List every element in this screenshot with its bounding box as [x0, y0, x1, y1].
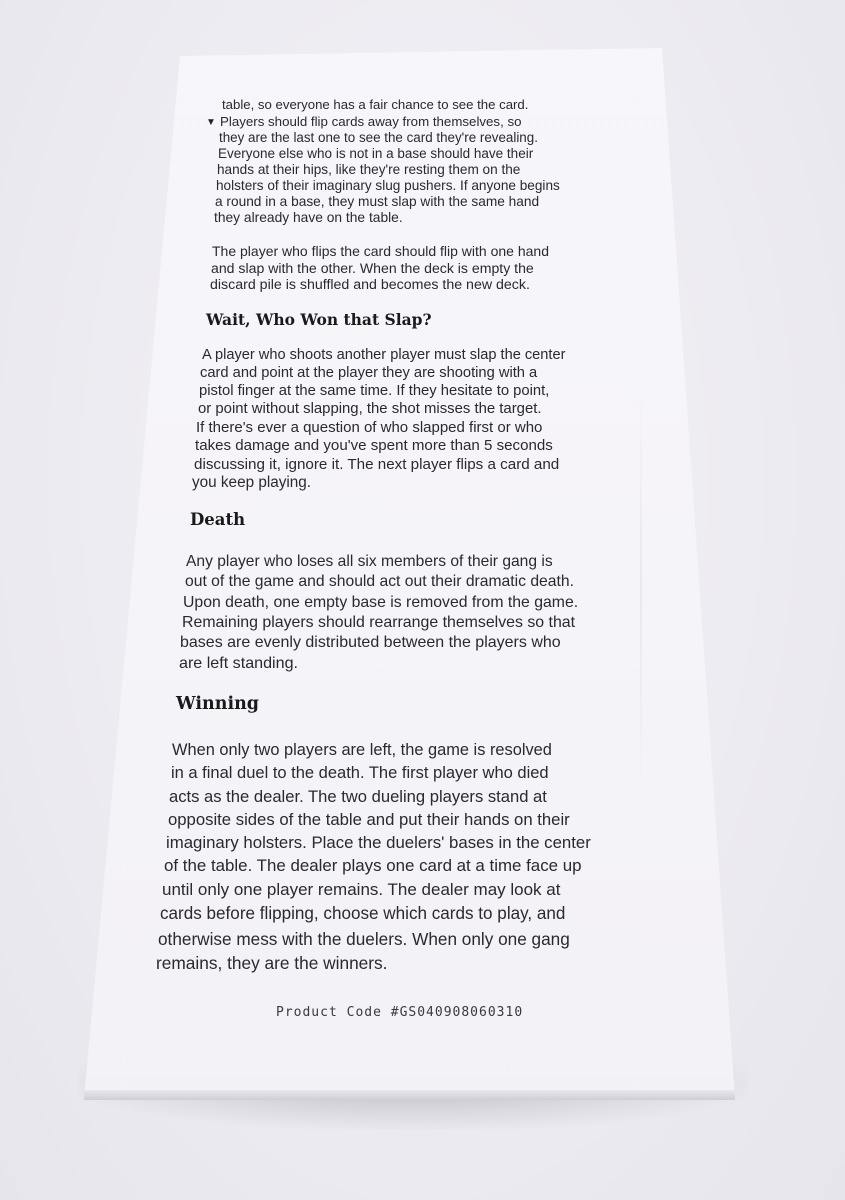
- product-code: Product Code #GS040908060310: [276, 1005, 524, 1020]
- text-line: remains, they are the winners.: [156, 953, 388, 973]
- text-line: Remaining players should rearrange themselves so that: [182, 614, 576, 631]
- text-line: until only one player remains. The dealer may look at: [162, 880, 561, 899]
- text-line: you keep playing.: [192, 474, 312, 491]
- text-line: they already have on the table.: [214, 210, 403, 225]
- heading-wait-who-won: Wait, Who Won that Slap?: [206, 310, 432, 329]
- text-line: they are the last one to see the card they're revealing.: [219, 130, 538, 145]
- text-line: imaginary holsters. Place the duelers' bases in the center: [166, 833, 591, 852]
- text-line: card and point at the player they are shooting with a: [200, 365, 538, 381]
- text-line: a round in a base, they must slap with the same hand: [215, 194, 540, 209]
- heading-death: Death: [190, 510, 246, 529]
- text-line: Players should flip cards away from themselves, so: [220, 114, 522, 129]
- text-line: The player who flips the card should flip with one hand: [212, 243, 549, 259]
- text-line: opposite sides of the table and put their hands on their: [168, 810, 570, 829]
- text-line: takes damage and you've spent more than 5 seconds: [195, 437, 553, 454]
- text-line: acts as the dealer. The two dueling players stand at: [169, 787, 547, 806]
- text-line: table, so everyone has a fair chance to see the card.: [222, 97, 529, 112]
- text-line: Any player who loses all six members of their gang is: [186, 553, 553, 570]
- text-line: of the table. The dealer plays one card at a time face up: [164, 856, 582, 875]
- text-line: bases are evenly distributed between the players who: [180, 634, 561, 651]
- text-line: hands at their hips, like they're resting them on the: [217, 162, 521, 177]
- text-line: pistol finger at the same time. If they hesitate to point,: [199, 383, 550, 399]
- text-line: and slap with the other. When the deck is empty the: [211, 260, 534, 276]
- text-line: cards before flipping, choose which cards to play, and: [160, 904, 566, 923]
- text-line: If there's ever a question of who slapped first or who: [196, 419, 543, 436]
- text-line: A player who shoots another player must slap the center: [202, 347, 566, 363]
- text-line: discussing it, ignore it. The next player flips a card and: [194, 456, 560, 473]
- text-line: in a final duel to the death. The first player who died: [171, 764, 549, 782]
- heading-winning: Winning: [176, 694, 260, 714]
- text-line: discard pile is shuffled and becomes the new deck.: [210, 277, 530, 293]
- text-line: are left standing.: [179, 654, 298, 672]
- text-line: holsters of their imaginary slug pushers. If anyone begins: [216, 178, 560, 193]
- text-line: out of the game and should act out their dramatic death.: [185, 573, 574, 590]
- text-line: Everyone else who is not in a base should have their: [218, 146, 534, 161]
- text-line: or point without slapping, the shot misses the target.: [198, 401, 542, 417]
- bullet-arrow-icon: ▼: [206, 117, 216, 128]
- text-line: Upon death, one empty base is removed from the game.: [183, 594, 579, 611]
- text-line: otherwise mess with the duelers. When only one gang: [158, 929, 570, 949]
- text-line: When only two players are left, the game is resolved: [172, 741, 552, 759]
